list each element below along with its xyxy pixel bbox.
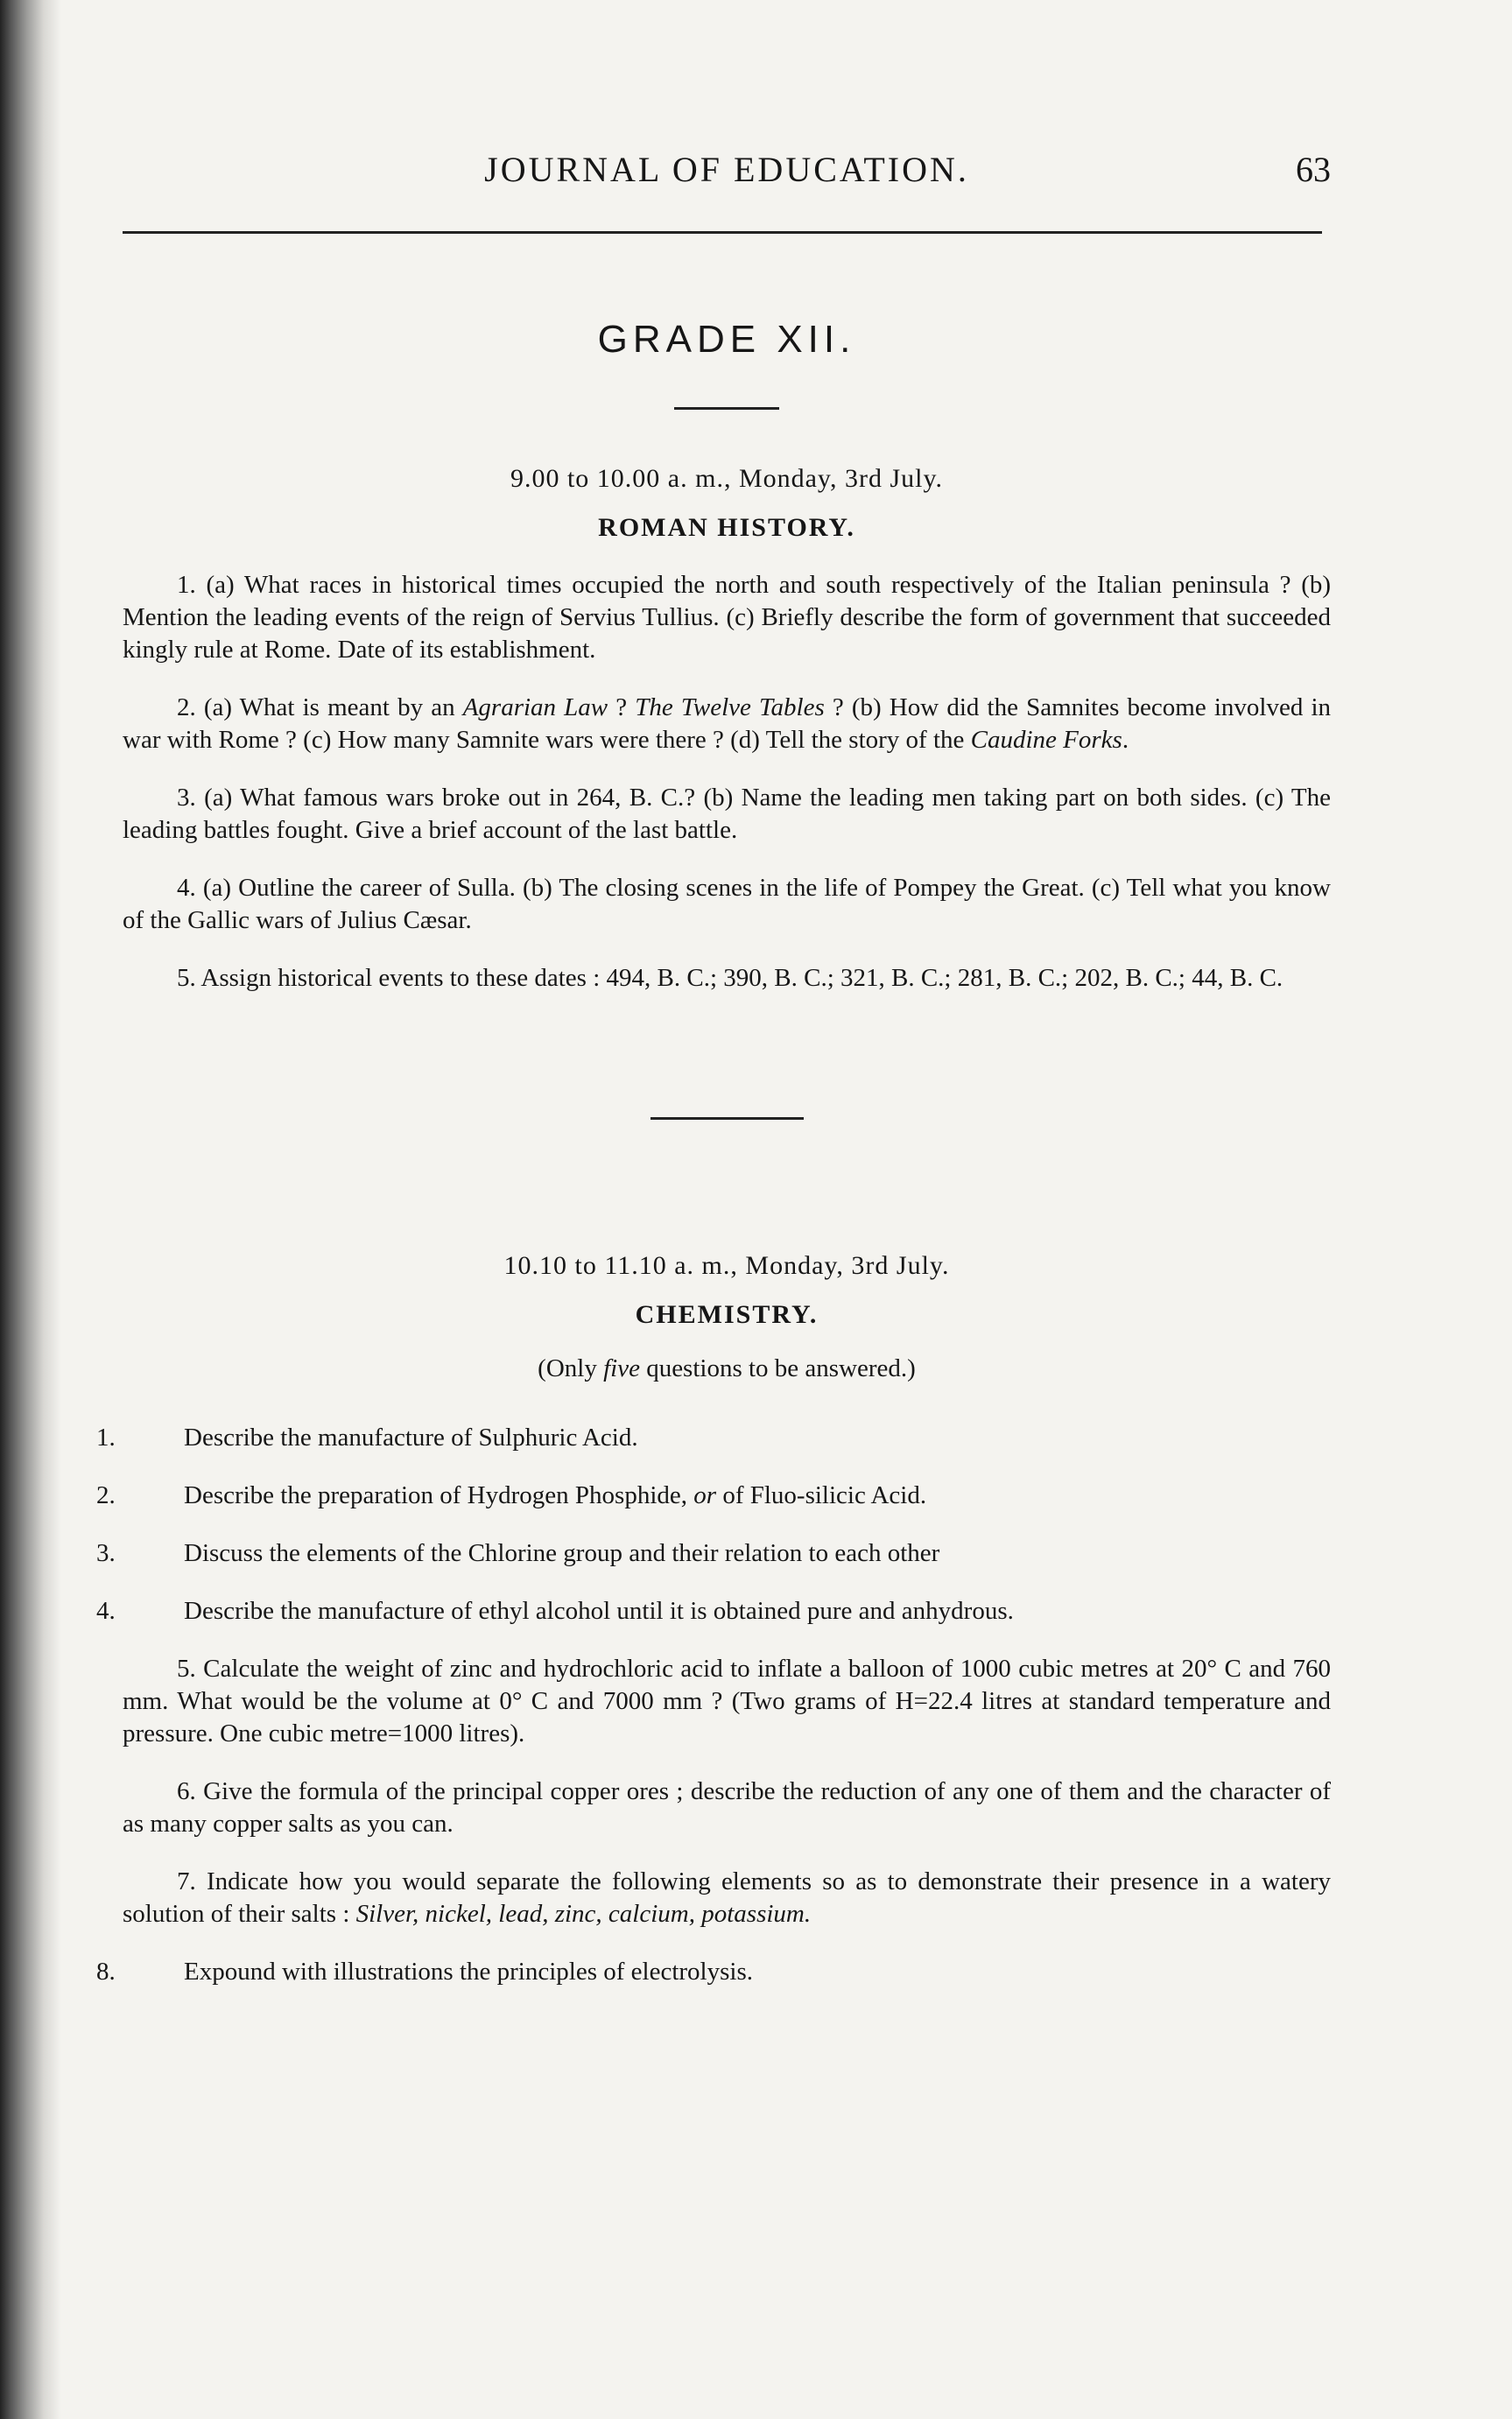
header-rule — [123, 231, 1322, 234]
question-number: 2. — [96, 1481, 116, 1509]
question-item — [123, 872, 1331, 937]
question-number: 4. — [96, 1597, 116, 1625]
question-number: 8. — [96, 1958, 116, 1986]
question-item — [123, 692, 1331, 756]
question-text: ? — [608, 693, 636, 721]
question-number: 3. — [177, 784, 196, 812]
scan-shadow-edge — [0, 0, 61, 2419]
question-text: Indicate how you would separate the following elements so as to demonstrate their presence in a watery solution of their salts : — [123, 1867, 1332, 1928]
question-text: Describe the manufacture of ethyl alcohol until it is obtained pure and anhydrous. — [184, 1597, 1014, 1625]
question-text: ? (b) How did the Samnites become involved in war with Rome ? (c) How many Samnite wars were there ? (d) Tell the story of the — [123, 693, 1332, 754]
roman-history-section — [123, 464, 1331, 995]
question-text: of Fluo-silicic Acid. — [716, 1481, 927, 1509]
question-number: 7. — [177, 1867, 196, 1895]
exam-time: 10.10 to 11.10 a. m., Monday, 3rd July. — [503, 1251, 950, 1280]
section-divider — [674, 407, 779, 410]
chemistry-section — [96, 1251, 1332, 1988]
question-text: Assign historical events to these dates : 494, B. C.; 390, B. C.; 321, B. C.; 281, B. C.; 202, B. C.; 44, B. C. — [200, 964, 1283, 992]
question-number: 1. — [96, 1424, 116, 1452]
question-item — [123, 1776, 1331, 1840]
question-text: Describe the preparation of Hydrogen Phosphide, — [184, 1481, 694, 1509]
question-text: Discuss the elements of the Chlorine group and their relation to each other — [184, 1539, 940, 1567]
note-text: (Only — [538, 1354, 604, 1382]
page-number: 63 — [1296, 150, 1331, 189]
question-item — [96, 1956, 1331, 1988]
question-number: 1. — [177, 571, 196, 599]
running-header — [123, 149, 1331, 201]
question-text: (a) What races in historical times occupied the north and south respectively of the Italian peninsula ? (b) Mention the leading events of the reign of Servius Tullius. (c) Briefly describe the form of government that succeeded kingly rule at Rome. Date of its establishment. — [123, 571, 1332, 664]
question-item — [96, 1422, 1331, 1454]
question-item — [123, 1653, 1331, 1750]
question-text: (a) Outline the career of Sulla. (b) The closing scenes in the life of Pompey the Great. (c) Tell what you know of the Gallic wars of Julius Cæsar. — [123, 874, 1331, 934]
question-item — [96, 1537, 1331, 1570]
question-text: Expound with illustrations the principles of electrolysis. — [184, 1958, 753, 1986]
grade-title: GRADE XII. — [597, 318, 856, 361]
question-italic-term: Agrarian Law — [462, 693, 608, 721]
question-text: Describe the manufacture of Sulphuric Acid. — [184, 1424, 638, 1452]
question-item — [123, 962, 1331, 995]
section-divider — [651, 1117, 804, 1120]
question-number: 5. — [177, 1655, 196, 1683]
question-number: 6. — [177, 1777, 196, 1805]
question-italic-term: or — [693, 1481, 717, 1509]
exam-time: 9.00 to 10.00 a. m., Monday, 3rd July. — [510, 464, 944, 493]
question-item — [123, 782, 1331, 847]
question-text: Calculate the weight of zinc and hydrochloric acid to inflate a balloon of 1000 cubic metres at 20° C and 760 mm. What would be the volume at 0° C and 7000 mm ? (Two grams of H=22.4 litres at standard temperature and pressure. One cubic metre=1000 litres). — [123, 1655, 1331, 1747]
question-item — [123, 569, 1331, 666]
question-number: 4. — [177, 874, 196, 902]
question-item — [96, 1480, 1331, 1512]
question-italic-term: Silver, nickel, lead, zinc, calcium, potassium. — [355, 1900, 812, 1928]
journal-page — [96, 149, 1332, 2014]
question-text: (a) What famous wars broke out in 264, B. C.? (b) Name the leading men taking part on both sides. (c) The leading battles fought. Give a brief account of the last battle. — [123, 784, 1331, 844]
question-item — [96, 1595, 1331, 1628]
question-item — [123, 1866, 1331, 1930]
question-italic-term: Caudine Forks — [970, 726, 1122, 754]
question-italic-term: The Twelve Tables — [635, 693, 825, 721]
question-number: 2. — [177, 693, 196, 721]
subject-title: CHEMISTRY. — [635, 1300, 819, 1329]
note-text: questions to be answered.) — [639, 1354, 916, 1382]
question-text: Give the formula of the principal copper ores ; describe the reduction of any one of them and the character of as many copper salts as you can. — [123, 1777, 1331, 1838]
question-number: 5. — [177, 964, 196, 992]
note-italic: five — [603, 1354, 640, 1382]
question-text: (a) What is meant by an — [203, 693, 463, 721]
instructions-note — [123, 1354, 1331, 1383]
question-text: . — [1122, 726, 1129, 754]
journal-title: JOURNAL OF EDUCATION. — [484, 150, 969, 189]
question-number: 3. — [96, 1539, 116, 1567]
subject-title: ROMAN HISTORY. — [598, 513, 855, 542]
